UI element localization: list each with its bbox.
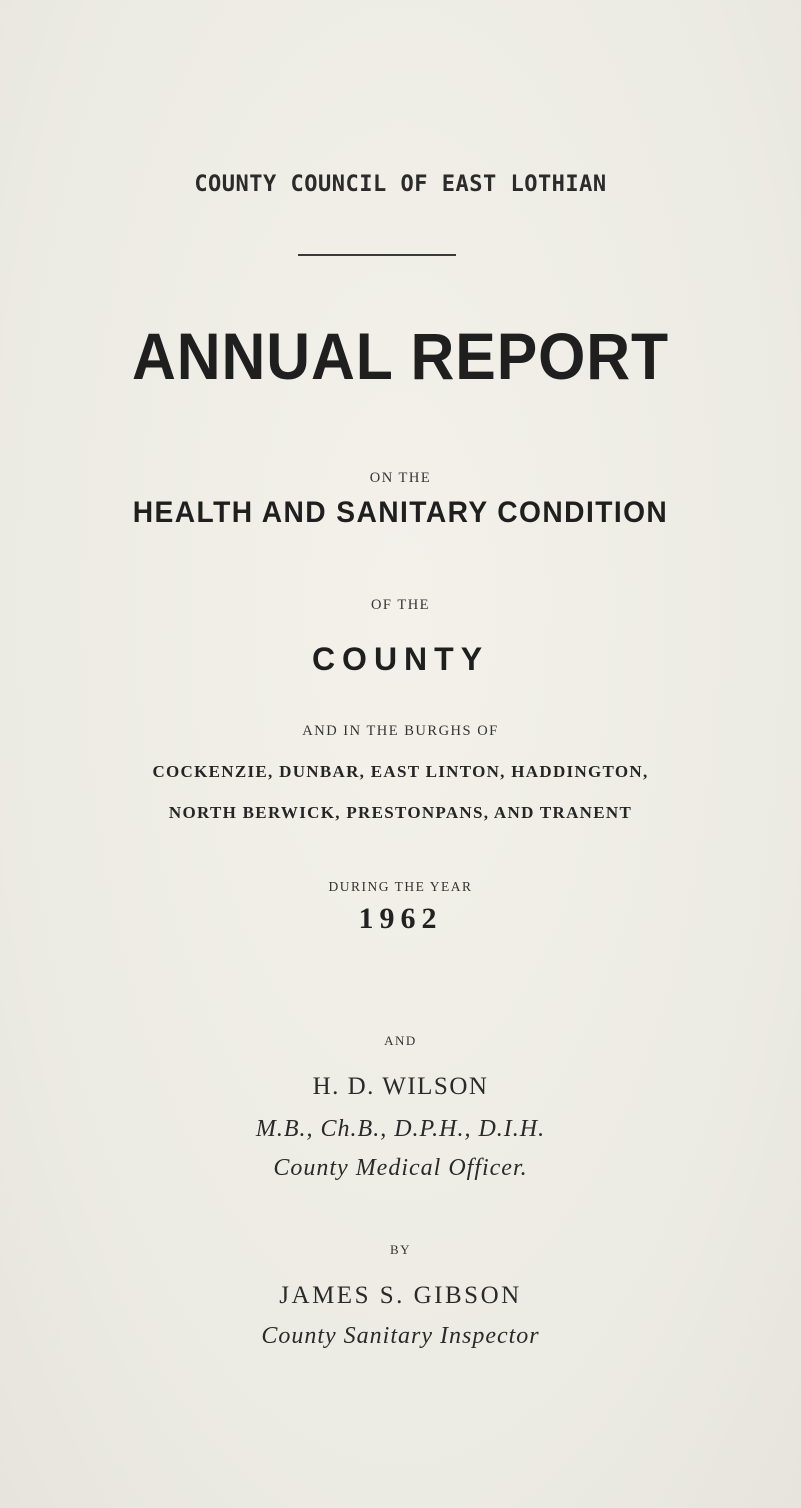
medical-officer-name: H. D. WILSON xyxy=(312,1073,489,1100)
report-year: 1962 xyxy=(358,902,443,935)
sanitary-inspector-name: JAMES S. GIBSON xyxy=(279,1282,522,1309)
on-the-label: ON THE xyxy=(369,470,432,486)
by-label: BY xyxy=(389,1242,412,1257)
subject-heading: HEALTH AND SANITARY CONDITION xyxy=(132,496,669,529)
burghs-intro-label: AND IN THE BURGHS OF xyxy=(302,723,499,739)
county-heading: COUNTY xyxy=(311,641,490,677)
during-year-label: DURING THE YEAR xyxy=(328,879,473,894)
report-title: ANNUAL REPORT xyxy=(131,319,670,393)
of-the-label: OF THE xyxy=(370,597,431,613)
sanitary-inspector-role: County Sanitary Inspector xyxy=(261,1323,540,1349)
medical-officer-qualifications: M.B., Ch.B., D.P.H., D.I.H. xyxy=(255,1116,546,1142)
burghs-list-line-2: NORTH BERWICK, PRESTONPANS, AND TRANENT xyxy=(168,803,633,822)
header-divider xyxy=(298,254,456,256)
medical-officer-role: County Medical Officer. xyxy=(273,1155,528,1181)
council-heading: COUNTY COUNCIL OF EAST LOTHIAN xyxy=(194,172,607,197)
burghs-list-line-1: COCKENZIE, DUNBAR, EAST LINTON, HADDINGTON, xyxy=(152,762,649,781)
and-label: AND xyxy=(384,1033,417,1048)
